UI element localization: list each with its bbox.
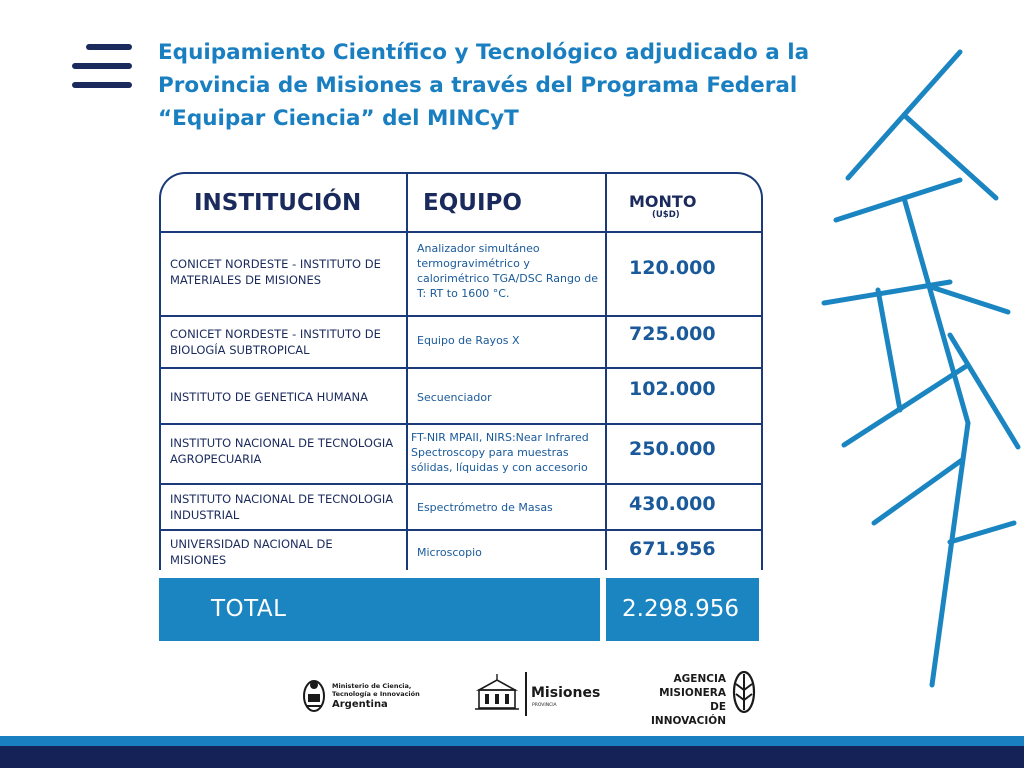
agency-leaf-icon (731, 670, 757, 714)
agencia-logo (642, 668, 762, 727)
government-building-icon (475, 674, 519, 714)
table-cell-equipo: Espectrómetro de Masas (417, 501, 553, 514)
argentina-seal-icon (302, 676, 326, 714)
footer-bar-light (0, 736, 1024, 746)
table-cell-monto: 671.956 (629, 538, 716, 560)
agencia-line3: INNOVACIÓN (651, 715, 726, 727)
ministerio-line2: Tecnología e Innovación (332, 690, 420, 698)
row-divider (161, 529, 761, 531)
column-divider (605, 174, 607, 570)
logos-strip (0, 668, 1024, 727)
table-cell-institucion: INSTITUTO DE GENETICA HUMANA (170, 390, 368, 404)
page-title: Equipamiento Científico y Tecnológico adjudicado a la Provincia de Misiones a través del Programa Federal “Equipar Ciencia” del MINCyT (158, 40, 810, 131)
table-cell-monto: 102.000 (629, 378, 716, 400)
misiones-sub: PROVINCIA (532, 703, 557, 708)
total-value-bar (606, 578, 759, 641)
header-monto-unit: (U$D) (652, 210, 680, 220)
ministerio-line1: Ministerio de Ciencia, (332, 682, 412, 690)
menu-icon[interactable] (72, 44, 132, 88)
table-cell-equipo: Secuenciador (417, 391, 492, 404)
misiones-logo (475, 668, 600, 724)
table-cell-institucion: CONICET NORDESTE - INSTITUTO DE MATERIALES DE MISIONES (170, 257, 381, 287)
ministerio-logo (302, 668, 420, 724)
table-cell-equipo: Microscopio (417, 546, 482, 559)
header-monto: MONTO (629, 192, 697, 211)
equipment-table (159, 172, 763, 570)
table-cell-institucion: INSTITUTO NACIONAL DE TECNOLOGIA AGROPECUARIA (170, 436, 394, 466)
row-divider (161, 483, 761, 485)
row-divider (161, 315, 761, 317)
table-cell-equipo: Equipo de Rayos X (417, 334, 520, 347)
agencia-line2: MISIONERA DE (659, 687, 726, 713)
misiones-divider (525, 672, 527, 716)
header-institucion: INSTITUCIÓN (194, 190, 362, 216)
total-value: 2.298.956 (622, 596, 740, 622)
ministerio-country: Argentina (332, 699, 388, 710)
table-cell-institucion: INSTITUTO NACIONAL DE TECNOLOGIA INDUSTRIAL (170, 492, 394, 522)
row-divider (161, 423, 761, 425)
total-label: TOTAL (211, 596, 287, 622)
table-cell-equipo: FT-NIR MPAII, NIRS:Near Infrared Spectroscopy para muestras sólidas, líquidas y con accesorio (411, 431, 589, 474)
table-cell-monto: 120.000 (629, 257, 716, 279)
misiones-name: Misiones (531, 685, 601, 701)
table-cell-institucion: CONICET NORDESTE - INSTITUTO DE BIOLOGÍA SUBTROPICAL (170, 327, 381, 357)
footer-bar-dark (0, 746, 1024, 768)
table-cell-monto: 250.000 (629, 438, 716, 460)
row-divider (161, 231, 761, 233)
table-cell-monto: 725.000 (629, 323, 716, 345)
header-equipo: EQUIPO (423, 190, 522, 216)
table-cell-monto: 430.000 (629, 493, 716, 515)
column-divider (406, 174, 408, 570)
decorative-branch-graphic (800, 40, 1024, 700)
agencia-line1: AGENCIA (673, 673, 726, 685)
table-cell-institucion: UNIVERSIDAD NACIONAL DE MISIONES (170, 537, 333, 567)
row-divider (161, 367, 761, 369)
total-label-bar (159, 578, 600, 641)
table-cell-equipo: Analizador simultáneo termogravimétrico y calorimétrico TGA/DSC Rango de T: RT to 1600 °C. (417, 242, 598, 300)
